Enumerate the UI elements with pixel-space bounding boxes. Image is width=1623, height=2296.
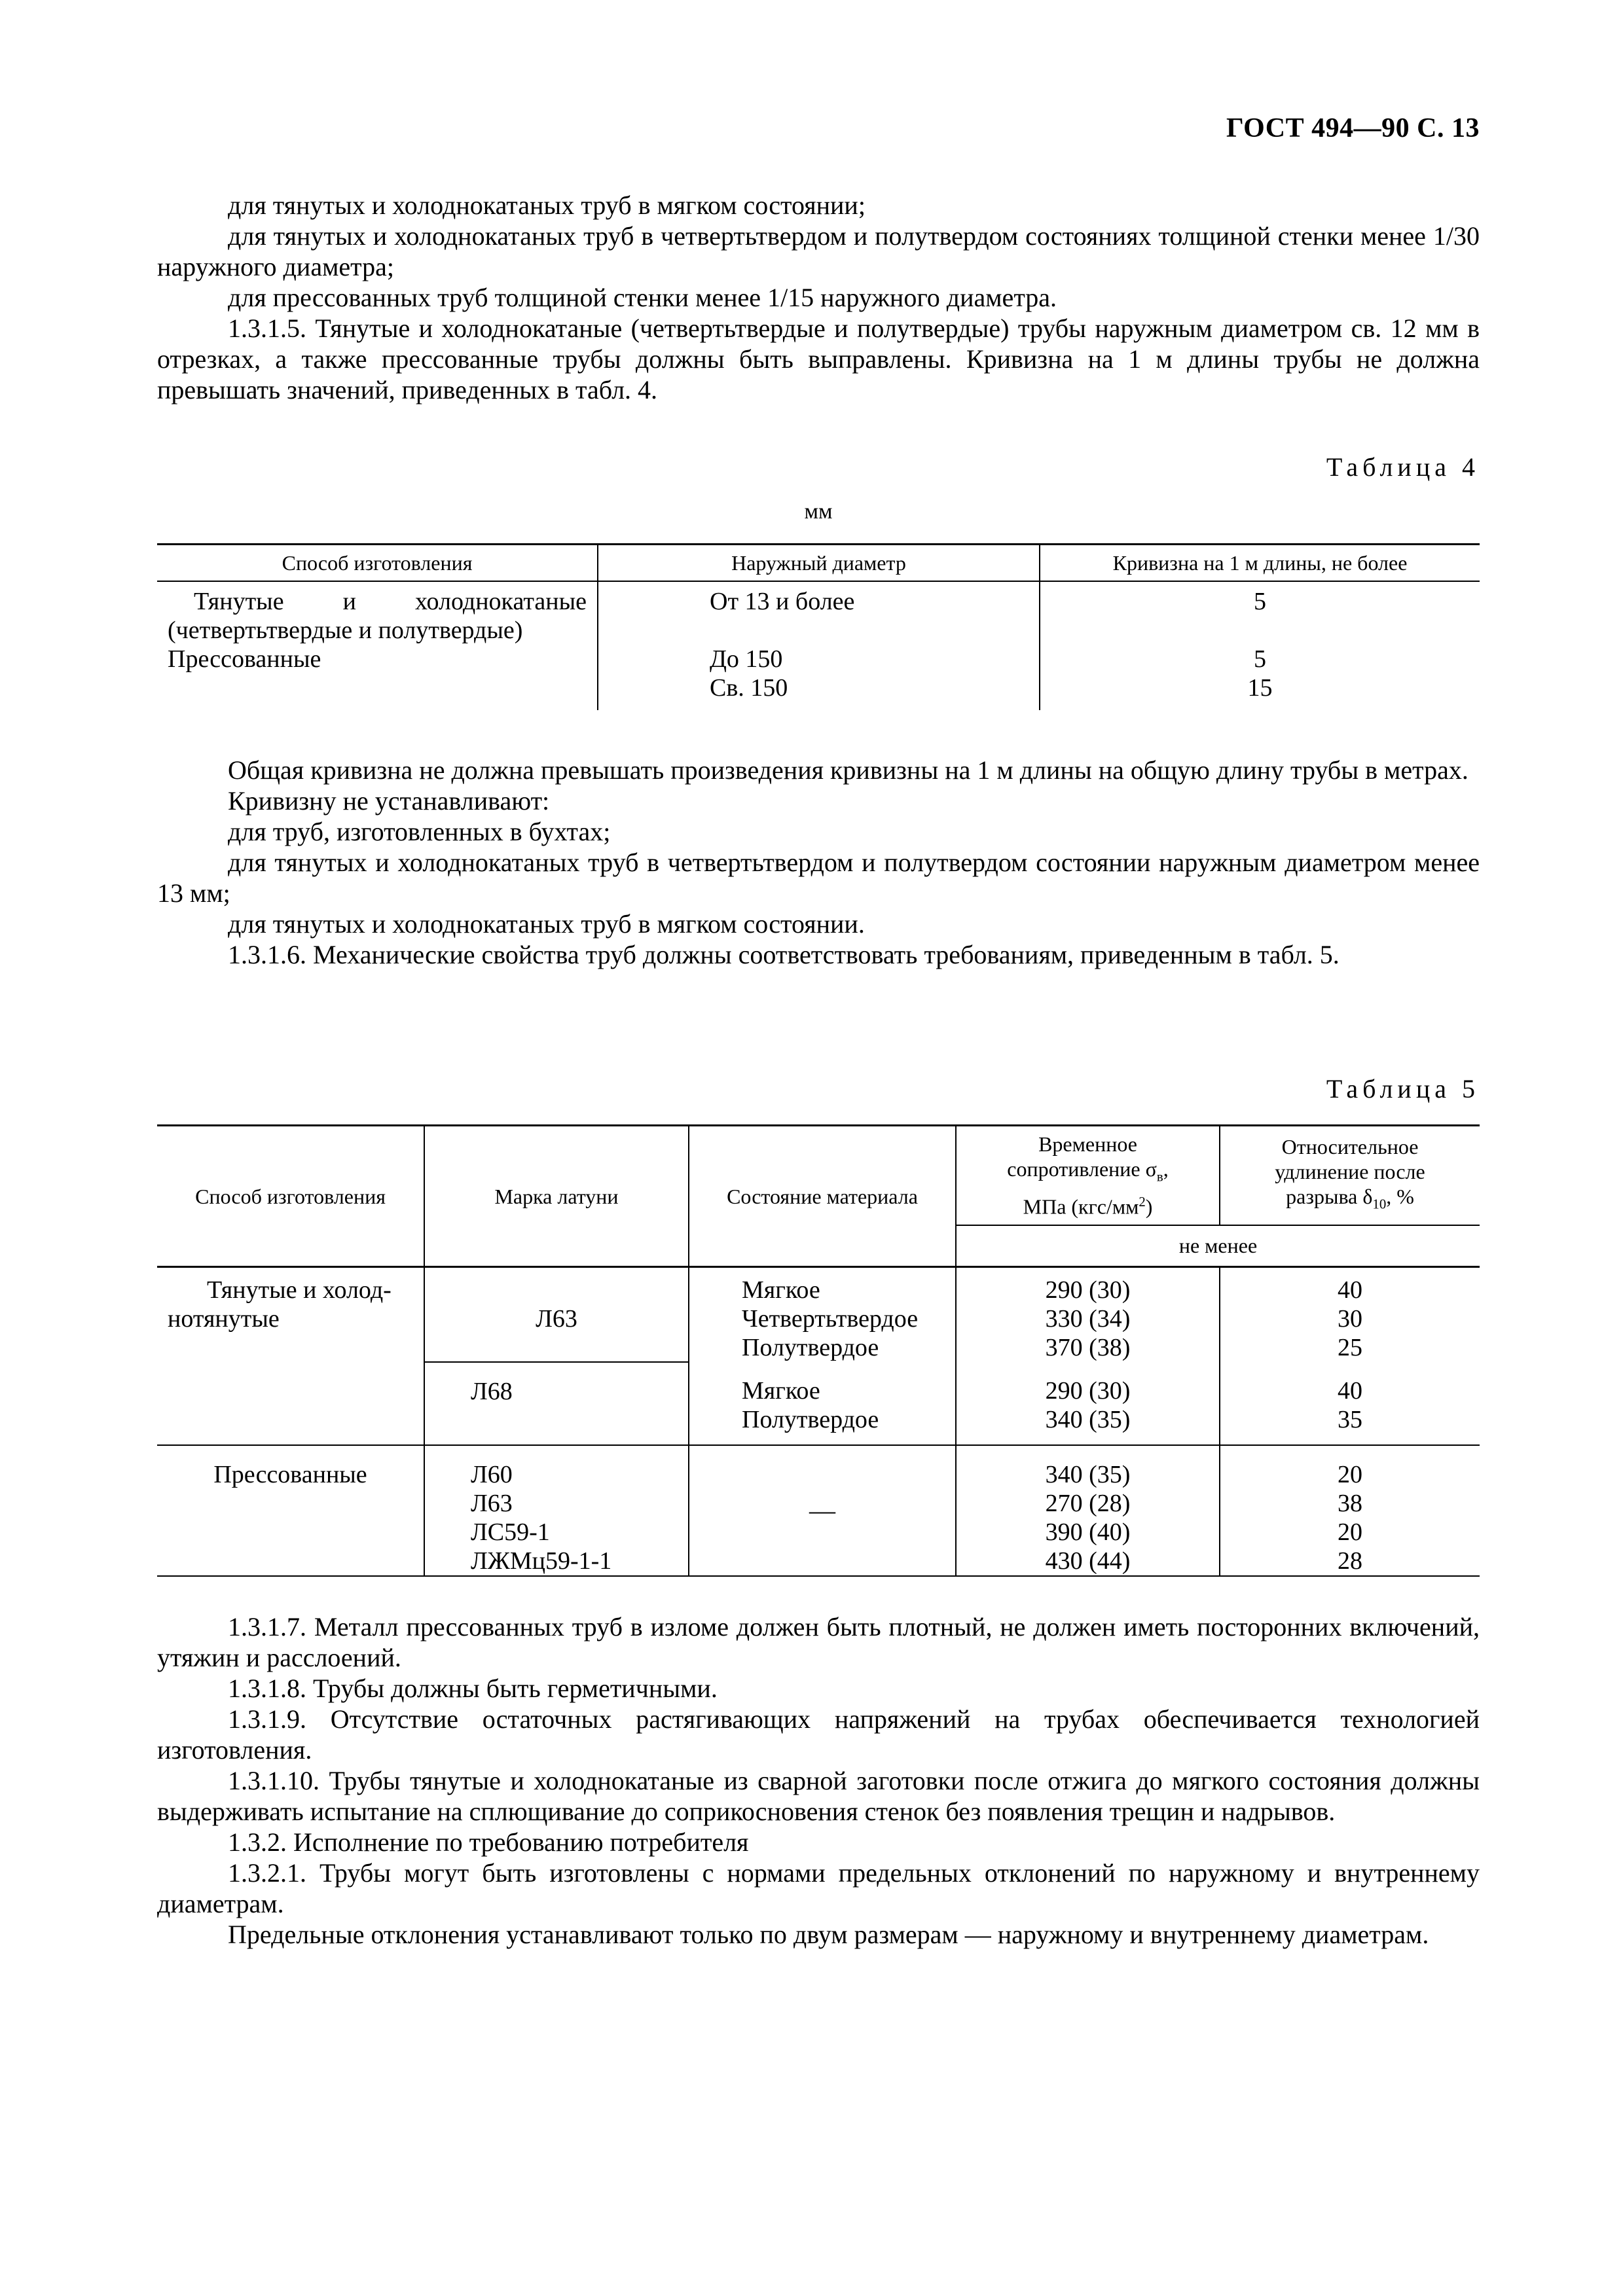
page-header: ГОСТ 494—90 С. 13 (1226, 113, 1480, 143)
table5-cell-method: Прессованные (157, 1445, 424, 1576)
table4-cell-curvature: 5 5 15 (1247, 588, 1273, 702)
table5-cell-elongation: 40 30 25 (1338, 1276, 1362, 1361)
table4-header-method: Способ изготовления (157, 545, 598, 582)
paragraph: Общая кривизна не должна превышать произведения кривизны на 1 м длины на общую длину трубы в метрах. (228, 755, 1468, 785)
paragraph: 1.3.1.6. Механические свойства труб должны соответствовать требованиям, приведенным в табл. 5. (228, 940, 1340, 969)
table5-cell-brand: Л60 Л63 ЛС59-1 ЛЖМц59-1-1 (424, 1445, 689, 1576)
table4-unit: мм (804, 499, 833, 524)
paragraph: для труб, изготовленных в бухтах; (228, 817, 611, 846)
paragraph: для прессованных труб толщиной стенки менее 1/15 наружного диаметра. (228, 283, 1057, 312)
table5-cell-method: Тянутые и холод- нотянутые (157, 1267, 424, 1446)
table4-cell-method: Тянутые и холоднокатаные (четвертьтвердые и полутвердые) Прессованные (157, 581, 598, 710)
paragraph: 1.3.2. Исполнение по требованию потребителя (228, 1827, 749, 1857)
table5-header-state: Состояние материала (689, 1126, 956, 1267)
paragraph: 1.3.2.1. Трубы могут быть изготовлены с нормами предельных отклонений по наружному и внутреннему диаметрам. (157, 1858, 1480, 1918)
paragraph: 1.3.1.8. Трубы должны быть герметичными. (228, 1674, 718, 1703)
table5-caption: Таблица 5 (1326, 1074, 1480, 1103)
table4-header-diameter: Наружный диаметр (598, 545, 1040, 582)
bottom-text (157, 1611, 1480, 1950)
table5-header-strength: Временное сопротивление $\sigma_в$, МПа $(кгс/мм^2)$ (956, 1126, 1220, 1225)
table5 (157, 1124, 1480, 1577)
table5-cell-state: Мягкое Полутвердое (689, 1362, 956, 1445)
table5-cell-brand: Л68 (424, 1362, 689, 1445)
paragraph: 1.3.1.9. Отсутствие остаточных растягивающих напряжений на трубах обеспечивается технологией изготовления. (157, 1704, 1480, 1765)
paragraph: 1.3.1.5. Тянутые и холоднокатаные (четвертьтвердые и полутвердые) трубы наружным диаметром св. 12 мм в отрезках, а также прессованные трубы должны быть выправлены. Кривизна на 1 м длины трубы не должна превышать значений, приведенных в табл. 4. (157, 314, 1480, 404)
table5-cell-state: — (689, 1445, 956, 1576)
table5-cell-strength: 290 (30) 330 (34) 370 (38) (956, 1267, 1220, 1363)
table5-cell-strength: 340 (35) 270 (28) 390 (40) 430 (44) (956, 1445, 1220, 1576)
paragraph: Кривизну не устанавливают: (228, 786, 550, 816)
table4-caption: Таблица 4 (1326, 452, 1480, 482)
table5-cell-state: Мягкое Четвертьтвердое Полутвердое (689, 1267, 956, 1363)
table5-header-elongation: Относительное удлинение после разрыва $\delta_{10}$, % (1220, 1126, 1480, 1225)
top-text (157, 190, 1480, 405)
table5-header-method: Способ изготовления (157, 1126, 424, 1267)
table5-cell-elongation: 20 38 20 28 (1338, 1461, 1362, 1575)
table4-cell-diameter: От 13 и более До 150 Св. 150 (598, 581, 1040, 710)
table4-header-curvature: Кривизна на 1 м длины, не более (1040, 545, 1480, 582)
mid-text (157, 755, 1480, 970)
paragraph: 1.3.1.10. Трубы тянутые и холоднокатаные из сварной заготовки после отжига до мягкого состояния должны выдерживать испытание на сплющивание до соприкосновения стенок без появления трещин и надрывов. (157, 1766, 1480, 1826)
paragraph: для тянутых и холоднокатаных труб в четвертьтвердом и полутвердом состояниях толщиной стенки менее 1/30 наружного диаметра; (157, 221, 1480, 281)
table5-cell-strength: 290 (30) 340 (35) (956, 1362, 1220, 1445)
table4 (157, 543, 1480, 710)
paragraph: для тянутых и холоднокатаных труб в четвертьтвердом и полутвердом состоянии наружным диаметром менее 13 мм; (157, 848, 1480, 908)
table5-header-brand: Марка латуни (424, 1126, 689, 1267)
paragraph: 1.3.1.7. Металл прессованных труб в изломе должен быть плотный, не должен иметь посторонних включений, утяжин и расслоений. (157, 1612, 1480, 1672)
table5-header-min: не менее (956, 1225, 1480, 1267)
table5-cell-brand: Л63 (424, 1267, 689, 1363)
paragraph: для тянутых и холоднокатаных труб в мягком состоянии; (228, 190, 866, 220)
paragraph: для тянутых и холоднокатаных труб в мягком состоянии. (228, 909, 865, 939)
table5-cell-elongation: 40 35 (1220, 1362, 1480, 1445)
paragraph: Предельные отклонения устанавливают только по двум размерам — наружному и внутреннему диаметрам. (228, 1920, 1429, 1949)
